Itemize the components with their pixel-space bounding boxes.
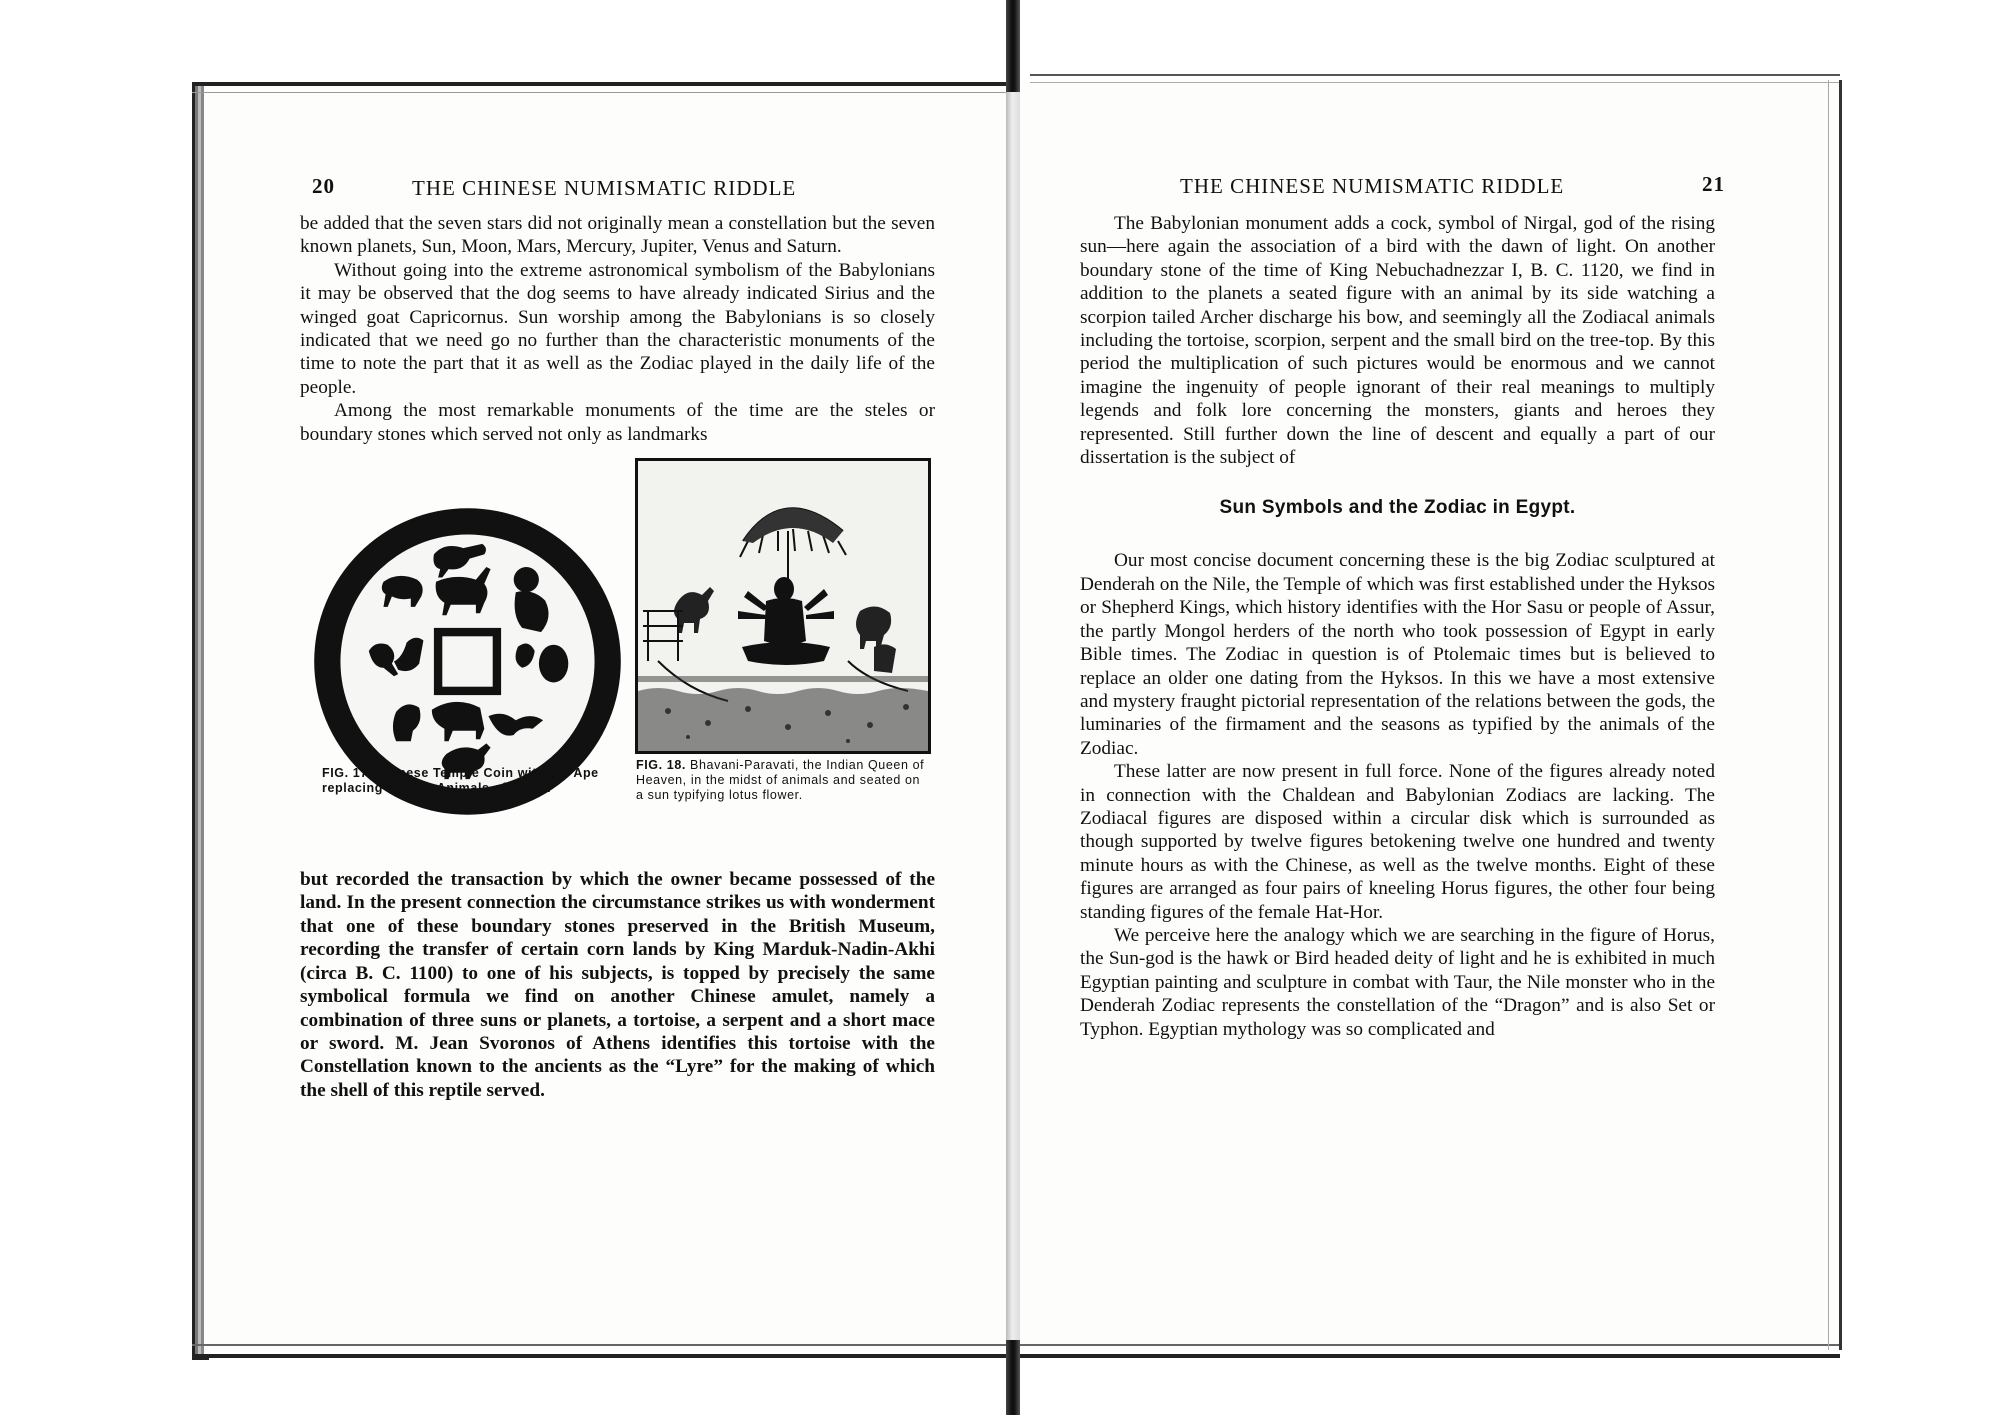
bhavani-paravati-illustration bbox=[635, 458, 931, 754]
page-edges-left bbox=[192, 82, 209, 1360]
paragraph: be added that the seven stars did not originally mean a constellation but the seven known planets, Sun, Moon, Mars, Mercury, Jupiter, Venus and Saturn. bbox=[300, 213, 935, 258]
bhavani-woodcut bbox=[638, 461, 928, 751]
paragraph: The Babylonian monument adds a cock, symbol of Nirgal, god of the rising sun—here again the association of a bird with the dawn of light. On another boundary stone of the time of King Nebuchadnezzar I, B. C. 1120, we find in addition to the planets a seated figure with an animal by its side watching a scorpion tailed Archer discharge his bow, and seemingly all the Zodiacal animals including the tortoise, scorpion, serpent and the small bird on the tree-top. By this period the multiplication of such pictures would be enormous and we cannot imagine the ingenuity of people ignorant of their real meanings to multiply legends and folk lore concerning the monsters, giants and heroes they represented. Still further down the line of descent and equally a part of our dissertation is the subject of bbox=[1080, 213, 1715, 469]
paragraph: Our most concise document concerning these is the big Zodiac sculptured at Denderah on the Nile, the Temple of which was first established under the Hyksos or Shepherd Kings, which history identifies with the Hor Sasu or people of Assur, the partly Mongol herders of the north who took possession of Egypt in early Bible times. The Zodiac in question is of Ptolemaic times but is believed to replace an older one dating from the Hyksos. In this we have a most extensive and mystery fraught pictorial representation of the relations between the gods, the luminaries of the firmament and the seasons as typified by the animals of the Zodiac. bbox=[1080, 550, 1715, 759]
running-head-left bbox=[300, 170, 935, 204]
running-head-title: THE CHINESE NUMISMATIC RIDDLE bbox=[1180, 174, 1565, 198]
page-edges-right bbox=[1828, 80, 1842, 1350]
figures-block bbox=[300, 446, 935, 868]
running-head-title: THE CHINESE NUMISMATIC RIDDLE bbox=[412, 176, 797, 200]
gutter-fold bbox=[1006, 92, 1020, 1340]
right-page bbox=[1080, 170, 1725, 1041]
paragraph: These latter are now present in full force. None of the figures already noted in connection with the Chaldean and Babylonian Zodiacs are lacking. The Zodiacal figures are disposed within a circular disk which is surrounded as though supported by twelve figures betokening twelve one hundred and twenty minute hours as with the Chinese, as well as the twelve months. Eight of these figures are arranged as four pairs of kneeling Horus figures, the other four being standing figures of the female Hat-Hor. bbox=[1080, 761, 1715, 923]
page-edge-top-right bbox=[1030, 74, 1840, 83]
page-number: 20 bbox=[312, 174, 335, 198]
page-number: 21 bbox=[1702, 172, 1725, 196]
figure-18-text: Bhavani-Paravati, the Indian Queen of Heaven, in the midst of animals and seated on a sun typifying lotus flower. bbox=[636, 758, 925, 803]
page-edge-top-left bbox=[192, 82, 1012, 93]
running-head-right bbox=[1080, 170, 1725, 204]
left-page bbox=[300, 170, 935, 1102]
paragraph: but recorded the transaction by which the owner became possessed of the land. In the present connection the circumstance strikes us with wonderment that one of these boundary stones preserved in the British Museum, recording the transfer of certain corn lands by King Marduk-Nadin-Akhi (circa B. C. 1100) to one of his subjects, is topped by precisely the same symbolical formula we find on another Chinese amulet, namely a combination of three suns or planets, a tortoise, a serpent and a short mace or sword. M. Jean Svoronos of Athens identifies this tortoise with the Constellation known to the ancients as the “Lyre” for the making of which the shell of this reptile served. bbox=[300, 869, 935, 1101]
figure-17-text: Chinese Temple Coin with the Ape replacing Apollo, Animals of Cycle. bbox=[322, 766, 599, 796]
paragraph: We perceive here the analogy which we are searching in the figure of Horus, the Sun-god is the hawk or Bird headed deity of light and he is exhibited in much Egyptian painting and sculpture in combat with Taur, the Nile monster who in the Denderah Zodiac represents the constellation of the “Dragon” and is also Set or Typhon. Egyptian mythology was so complicated and bbox=[1080, 924, 1715, 1040]
figure-18-caption bbox=[636, 758, 931, 803]
figure-17-label: FIG. 17. bbox=[322, 766, 372, 781]
paragraph: Among the most remarkable monuments of the time are the steles or boundary stones which served not only as landmarks bbox=[300, 400, 935, 445]
paragraph: Without going into the extreme astronomical symbolism of the Babylonians it may be observed that the dog seems to have already indicated Sirius and the winged goat Capricornus. Sun worship among the Babylonians is so closely indicated that we need go no further than the characteristic monuments of the time to note the part that it as well as the Zodiac played in the daily life of the people. bbox=[300, 259, 935, 398]
figure-17-caption bbox=[322, 766, 622, 796]
section-heading: Sun Symbols and the Zodiac in Egypt. bbox=[1219, 497, 1576, 519]
figure-18-label: FIG. 18. bbox=[636, 758, 686, 773]
